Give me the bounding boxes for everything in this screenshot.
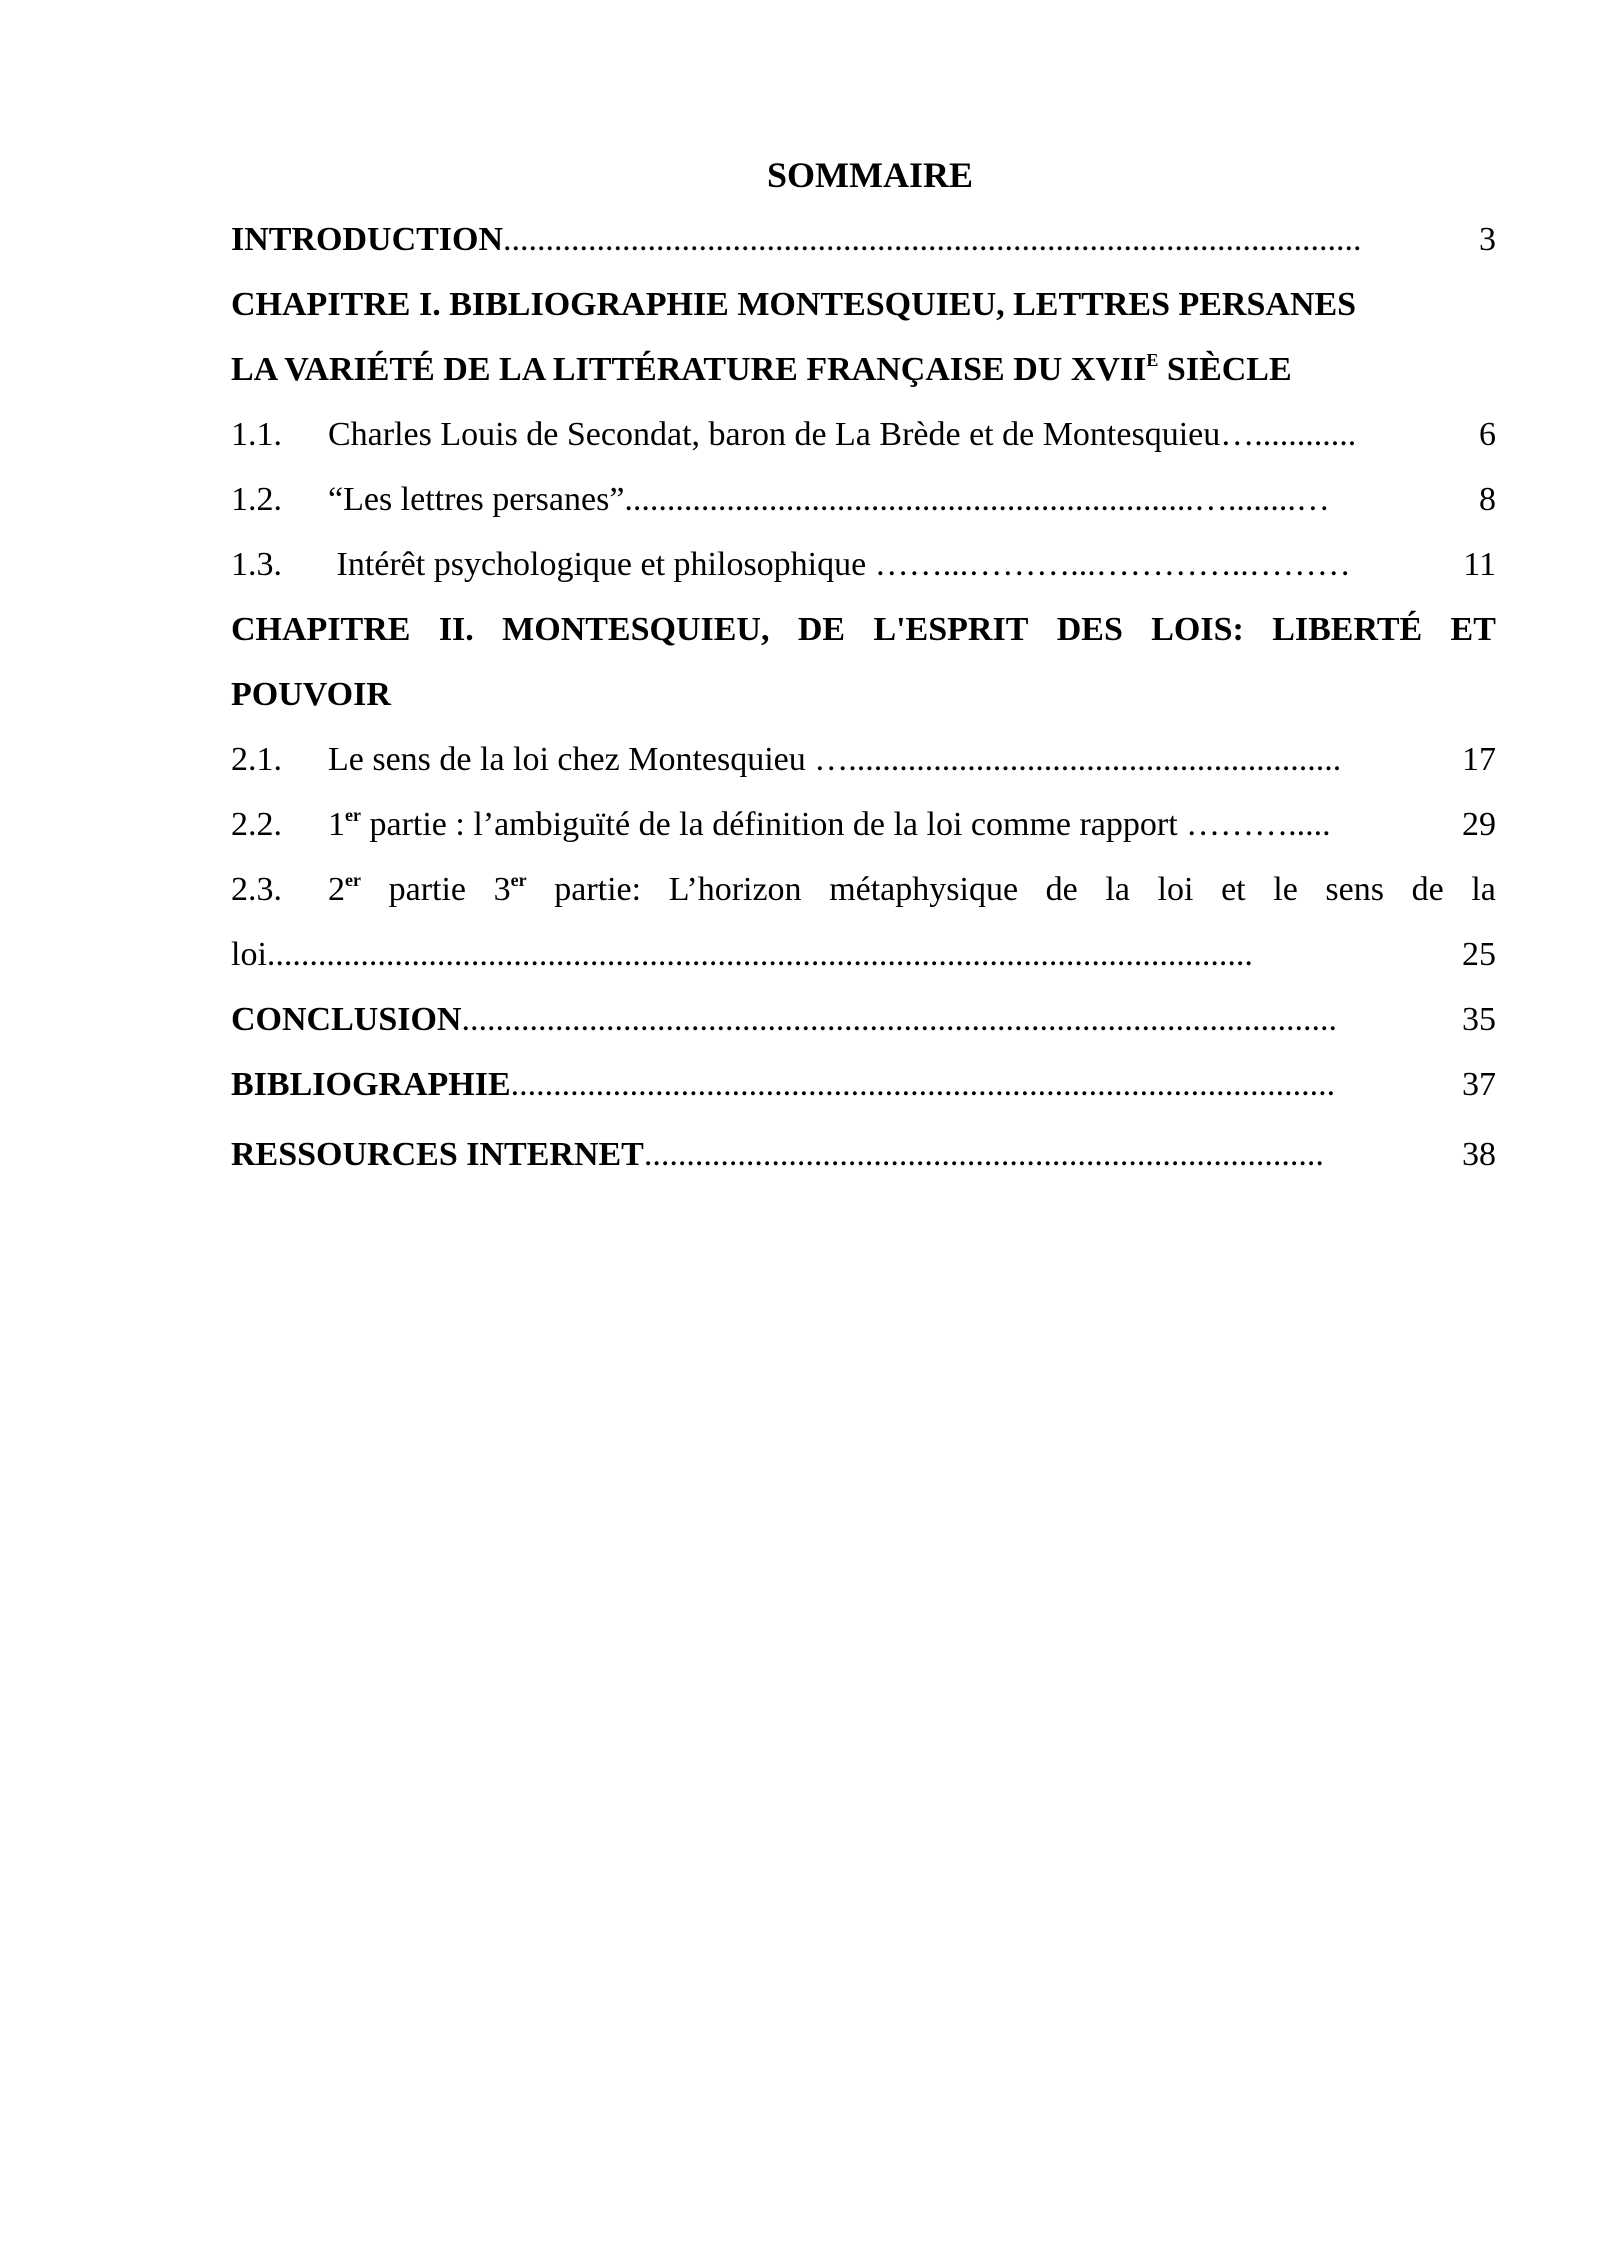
toc-entry-label: INTRODUCTION bbox=[231, 221, 504, 258]
chapter-text: SIÈCLE bbox=[1158, 351, 1292, 388]
chapter-word: LOIS: bbox=[1151, 611, 1244, 648]
section-word: partie bbox=[388, 871, 467, 908]
toc-page-number: 11 bbox=[1463, 546, 1496, 583]
toc-page-number: 17 bbox=[1462, 741, 1496, 778]
toc-page-number: 8 bbox=[1479, 481, 1496, 518]
section-title: Intérêt psychologique et philosophique bbox=[328, 546, 875, 583]
toc-section-2-2[interactable] bbox=[231, 795, 1496, 855]
chapter-word: CHAPITRE bbox=[231, 611, 411, 648]
chapter-word: L'ESPRIT bbox=[873, 611, 1029, 648]
chapter-word: LIBERTÉ bbox=[1272, 611, 1423, 648]
section-word: la bbox=[1105, 871, 1130, 908]
toc-entry-label: BIBLIOGRAPHIE bbox=[231, 1066, 511, 1103]
toc-page-number: 25 bbox=[1462, 936, 1496, 973]
section-title: Charles Louis de Secondat, baron de La Brède et de Montesquieu bbox=[328, 416, 1221, 453]
section-word: de bbox=[1045, 871, 1078, 908]
toc-chapter-2-line-1[interactable] bbox=[231, 600, 1496, 660]
superscript: er bbox=[345, 805, 361, 825]
toc-entry-conclusion[interactable] bbox=[231, 990, 1496, 1050]
section-number: 1.3. bbox=[231, 546, 282, 583]
section-word: la bbox=[1471, 871, 1496, 908]
toc-chapter-label bbox=[231, 340, 1292, 400]
chapter-word: ET bbox=[1450, 611, 1496, 648]
section-word: métaphysique bbox=[829, 871, 1019, 908]
section-title: loi bbox=[231, 936, 267, 973]
toc-section-1-3[interactable] bbox=[231, 535, 1496, 595]
leader-dots: ....................................................................................................... bbox=[461, 1001, 1337, 1038]
leader-dots: …............ bbox=[1220, 416, 1357, 453]
toc-chapter-2-line-2[interactable] bbox=[231, 665, 1496, 725]
chapter-word: II. bbox=[438, 611, 474, 648]
superscript: E bbox=[1146, 350, 1159, 370]
section-word: 2er bbox=[328, 870, 361, 908]
page-title: SOMMAIRE bbox=[767, 155, 973, 195]
leader-dots: ...................................................................…........… bbox=[624, 481, 1330, 518]
leader-dots: ................................................................................ bbox=[643, 1136, 1324, 1173]
section-text: 1 bbox=[328, 806, 345, 843]
section-word: le bbox=[1273, 871, 1298, 908]
leader-dots: .................................................................................................................... bbox=[266, 936, 1253, 973]
toc-page-number: 37 bbox=[1462, 1066, 1496, 1103]
toc-section-2-1[interactable] bbox=[231, 730, 1496, 790]
toc-chapter-1-line-1[interactable] bbox=[231, 275, 1496, 335]
toc-entry-ressources-internet[interactable] bbox=[231, 1125, 1496, 1185]
leader-dots: ................................................................................................. bbox=[510, 1066, 1336, 1103]
toc-section-1-1[interactable] bbox=[231, 405, 1496, 465]
toc-page-number: 29 bbox=[1462, 806, 1496, 843]
section-text: partie : l’ambiguïté de la définition de la loi comme rapport bbox=[360, 806, 1187, 843]
section-title bbox=[328, 860, 1496, 920]
section-word: de bbox=[1411, 871, 1444, 908]
section-word: 3er bbox=[493, 870, 527, 908]
toc-section-2-3-line-1[interactable] bbox=[231, 860, 1496, 920]
toc-entry-label: CONCLUSION bbox=[231, 1001, 462, 1038]
leader-dots: ……...………...…………..……… bbox=[874, 546, 1351, 583]
toc-page-number: 35 bbox=[1462, 1001, 1496, 1038]
toc-section-2-3-line-2[interactable] bbox=[231, 925, 1496, 985]
section-number: 1.2. bbox=[231, 481, 282, 518]
section-word: sens bbox=[1325, 871, 1384, 908]
toc-entry-bibliographie[interactable] bbox=[231, 1055, 1496, 1115]
section-number: 1.1. bbox=[231, 416, 282, 453]
leader-dots: ….......................................................... bbox=[814, 741, 1342, 778]
toc-page-number: 3 bbox=[1479, 221, 1496, 258]
toc-page-number: 6 bbox=[1479, 416, 1496, 453]
toc-chapter-label: CHAPITRE I. BIBLIOGRAPHIE MONTESQUIEU, LETTRES PERSANES bbox=[231, 286, 1357, 323]
chapter-word: MONTESQUIEU, bbox=[502, 611, 770, 648]
leader-dots: ………..... bbox=[1186, 806, 1331, 843]
section-word: partie: bbox=[554, 871, 642, 908]
superscript: er bbox=[510, 870, 527, 890]
toc-page-number: 38 bbox=[1462, 1136, 1496, 1173]
section-word: et bbox=[1221, 871, 1246, 908]
chapter-word: DE bbox=[797, 611, 846, 648]
section-title: Le sens de la loi chez Montesquieu bbox=[328, 741, 815, 778]
section-number: 2.2. bbox=[231, 806, 282, 843]
toc-chapter-1-line-2[interactable] bbox=[231, 340, 1496, 400]
section-word: L’horizon bbox=[668, 871, 802, 908]
section-word: loi bbox=[1157, 871, 1194, 908]
section-title: “Les lettres persanes” bbox=[328, 481, 625, 518]
toc-section-1-2[interactable] bbox=[231, 470, 1496, 530]
toc-chapter-label: POUVOIR bbox=[231, 676, 391, 713]
section-number: 2.1. bbox=[231, 741, 282, 778]
section-title bbox=[328, 795, 1186, 855]
toc-entry-introduction[interactable] bbox=[231, 210, 1496, 270]
leader-dots: ..................................................................................................... bbox=[503, 221, 1362, 258]
chapter-word: DES bbox=[1056, 611, 1123, 648]
toc-entry-label: RESSOURCES INTERNET bbox=[231, 1136, 644, 1173]
section-number: 2.3. bbox=[231, 871, 282, 908]
chapter-text: LA VARIÉTÉ DE LA LITTÉRATURE FRANÇAISE DU XVII bbox=[231, 351, 1147, 388]
superscript: er bbox=[345, 870, 361, 890]
